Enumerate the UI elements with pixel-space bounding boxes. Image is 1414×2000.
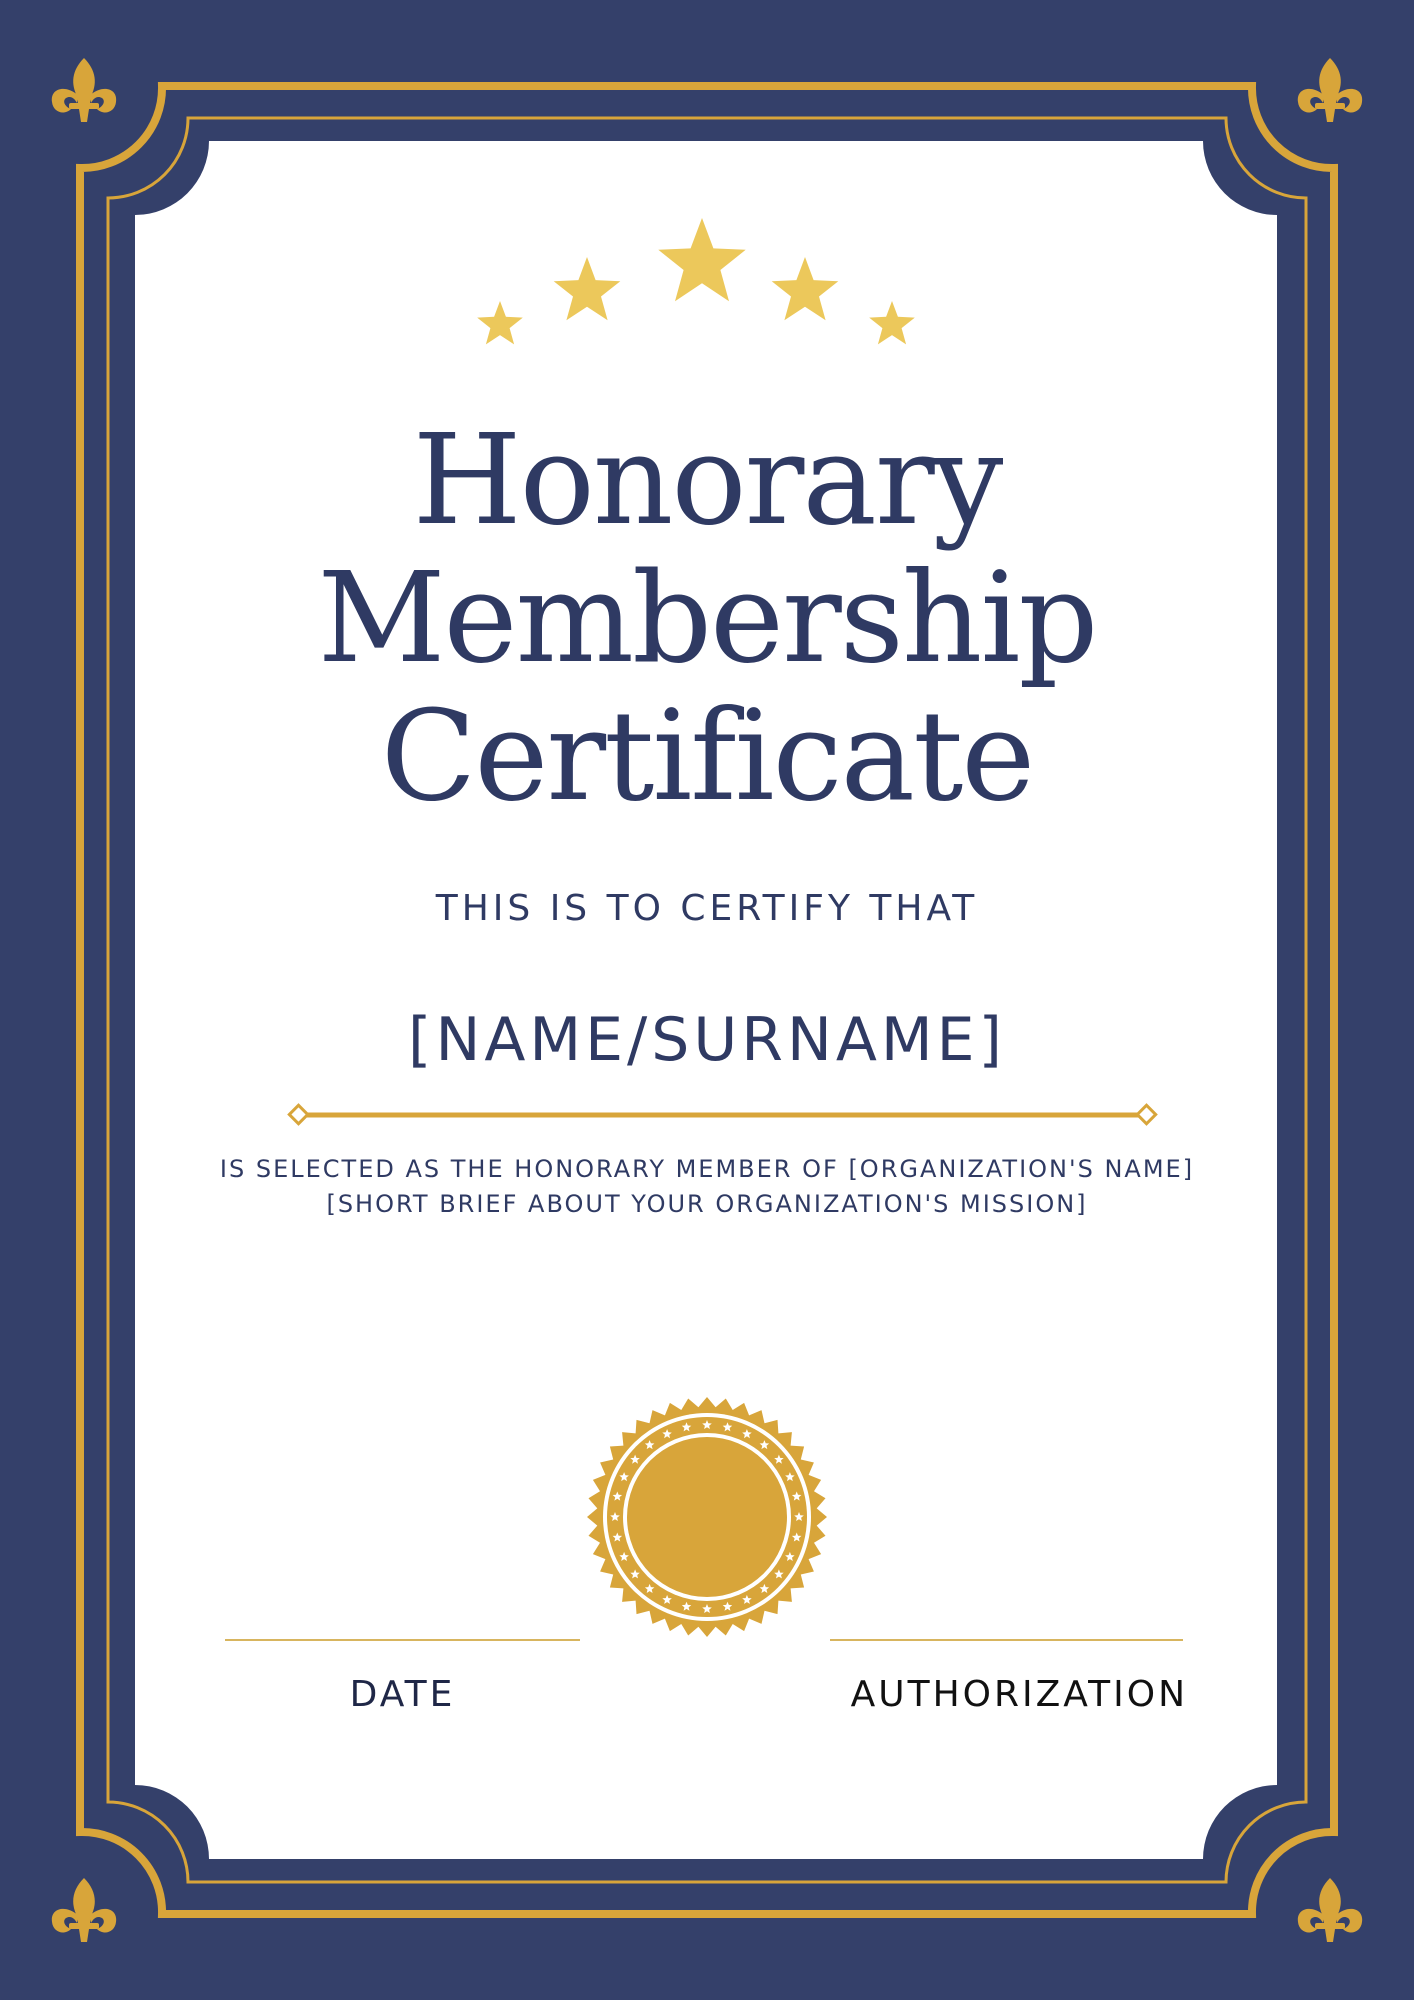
fleur-de-lis-icon	[52, 58, 116, 122]
gold-seal-icon	[587, 1397, 827, 1637]
recipient-name-placeholder: [NAME/SURNAME]	[408, 1005, 1006, 1075]
certificate-title-line-1: Honorary	[412, 408, 1002, 553]
certify-text: THIS IS TO CERTIFY THAT	[435, 888, 979, 929]
certificate-title-line-2: Membership	[317, 546, 1097, 691]
certificate-title-line-3: Certificate	[380, 684, 1034, 829]
description-line-2: [SHORT BRIEF ABOUT YOUR ORGANIZATION'S MISSION]	[326, 1190, 1088, 1218]
fleur-de-lis-icon	[52, 1878, 116, 1942]
date-label: DATE	[349, 1674, 456, 1715]
description-line-1: IS SELECTED AS THE HONORARY MEMBER OF [ORGANIZATION'S NAME]	[219, 1155, 1195, 1183]
fleur-de-lis-icon	[1298, 58, 1362, 122]
authorization-label: AUTHORIZATION	[850, 1674, 1188, 1715]
fleur-de-lis-icon	[1298, 1878, 1362, 1942]
